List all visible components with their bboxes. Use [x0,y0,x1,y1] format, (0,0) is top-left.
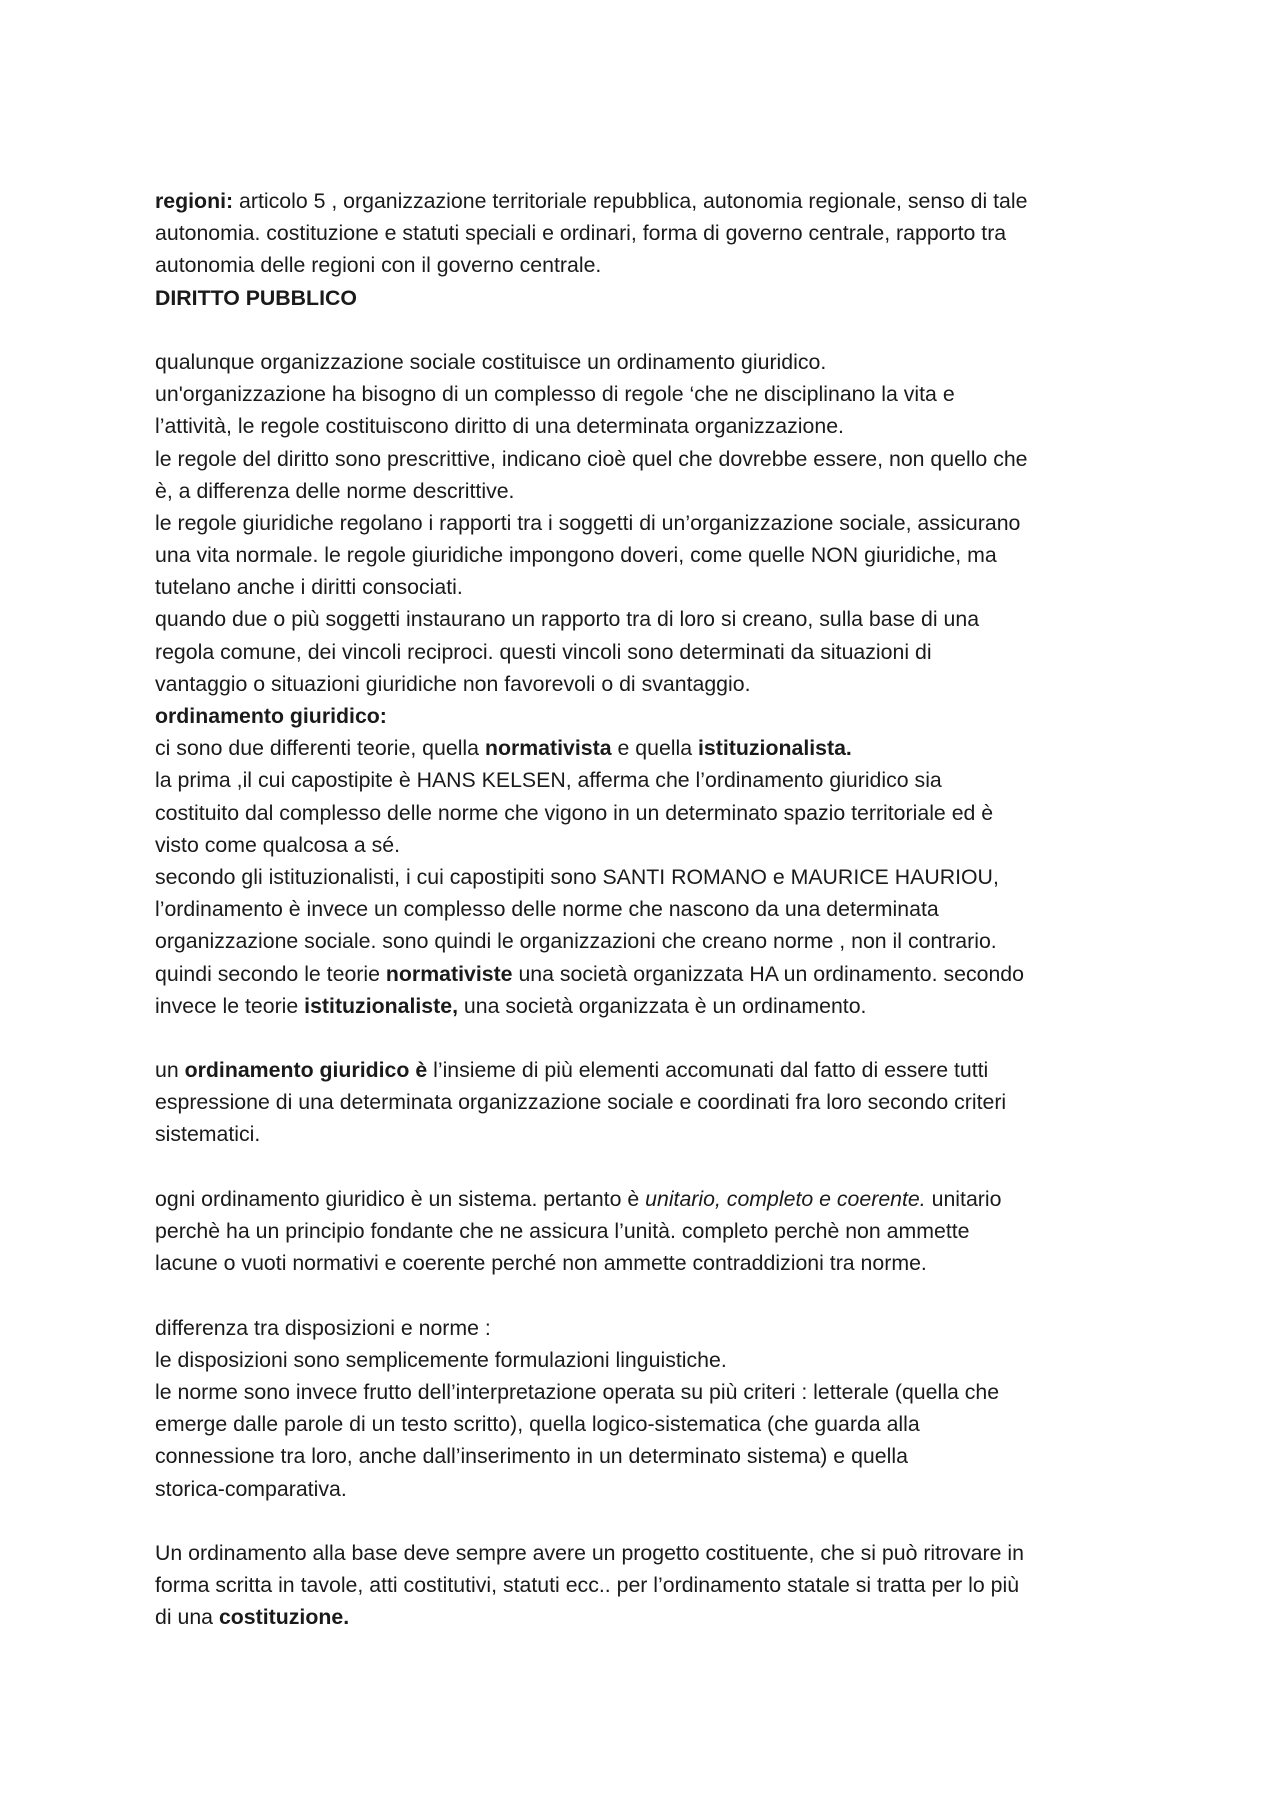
text-line [155,185,1135,217]
text-line [155,829,1135,861]
text-run: vantaggio o situazioni giuridiche non favorevoli o di svantaggio. [155,671,751,696]
text-run: quando due o più soggetti instaurano un rapporto tra di loro si creano, sulla base di una [155,607,980,632]
text-run: ci sono due differenti teorie, quella [155,736,485,761]
text-line [155,443,1135,475]
text-line [155,475,1135,507]
text-run: regola comune, dei vincoli reciproci. questi vincoli sono determinati da situazioni di [155,639,932,664]
text-line [155,1183,1135,1215]
text-line [155,861,1135,893]
text-run: Un ordinamento alla base deve sempre avere un progetto costituente, che si può ritrovare in [155,1540,1024,1565]
text-line [155,571,1135,603]
text-run: invece le teorie [155,993,305,1018]
text-line [155,1537,1135,1569]
text-line [155,893,1135,925]
bold-text: normativiste [385,961,513,986]
text-run: le disposizioni sono semplicemente formulazioni linguistiche. [155,1347,727,1372]
text-line [155,1118,1135,1150]
text-run: è, a differenza delle norme descrittive. [155,478,515,503]
text-run: lacune o vuoti normativi e coerente perché non ammette contraddizioni tra norme. [155,1251,927,1276]
text-run: l’insieme di più elementi accomunati dal fatto di essere tutti [427,1058,989,1083]
blank-line [155,1151,1135,1183]
text-run: le norme sono invece frutto dell’interpretazione operata su più criteri : letterale (quella che [155,1379,1000,1404]
text-line [155,1408,1135,1440]
text-line [155,1312,1135,1344]
text-run: secondo gli istituzionalisti, i cui capostipiti sono SANTI ROMANO e MAURICE HAURIOU, [155,864,999,889]
bold-text: istituzionalista. [698,736,852,761]
blank-line [155,314,1135,346]
italic-text: unitario, completo e coerente. [645,1186,926,1211]
blank-line [155,1505,1135,1537]
text-line [155,539,1135,571]
text-line [155,1247,1135,1279]
text-line [155,764,1135,796]
text-run: forma scritta in tavole, atti costitutivi, statuti ecc.. per l’ordinamento statale si tratta per lo più [155,1573,1020,1598]
bold-text: istituzionaliste, [304,993,459,1018]
text-run: sistematici. [155,1122,261,1147]
text-run: un'organizzazione ha bisogno di un complesso di regole ‘che ne disciplinano la vita e [155,382,955,407]
text-line [155,1054,1135,1086]
text-line [155,378,1135,410]
text-run: una vita normale. le regole giuridiche impongono doveri, come quelle NON giuridiche, ma [155,543,997,568]
bold-text: DIRITTO PUBBLICO [155,285,357,310]
text-run: connessione tra loro, anche dall’inserimento in un determinato sistema) e quella [155,1444,908,1469]
text-run: emerge dalle parole di un testo scritto), quella logico-sistematica (che guarda alla [155,1412,920,1437]
text-line [155,1344,1135,1376]
text-run: le regole giuridiche regolano i rapporti tra i soggetti di un’organizzazione sociale, assicurano [155,510,1021,535]
text-line [155,636,1135,668]
text-run: tutelano anche i diritti consociati. [155,575,463,600]
text-line [155,1601,1135,1633]
text-line [155,217,1135,249]
text-run: perchè ha un principio fondante che ne assicura l’unità. completo perchè non ammette [155,1219,970,1243]
text-run: e quella [611,736,699,761]
text-line [155,1440,1135,1472]
text-run: ogni ordinamento giuridico è un sistema. pertanto è [155,1186,646,1211]
text-line [155,410,1135,442]
text-run: visto come qualcosa a sé. [155,832,401,857]
text-run: le regole del diritto sono prescrittive, indicano cioè quel che dovrebbe essere, non quello che [155,446,1028,471]
text-run: storica-comparativa. [155,1476,347,1501]
text-line [155,797,1135,829]
bold-text: normativista [484,736,612,761]
text-line [155,282,1135,314]
text-run: qualunque organizzazione sociale costituisce un ordinamento giuridico. [155,349,827,374]
text-line [155,507,1135,539]
text-line [155,1376,1135,1408]
text-line [155,1473,1135,1505]
text-run: una società organizzata è un ordinamento. [458,993,867,1018]
bold-text: regioni: [155,189,234,213]
text-line [155,925,1135,957]
text-run: la prima ,il cui capostipite è HANS KELSEN, afferma che l’ordinamento giuridico sia [155,768,942,793]
text-run: l’attività, le regole costituiscono diritto di una determinata organizzazione. [155,414,844,439]
text-line [155,1569,1135,1601]
blank-line [155,1022,1135,1054]
text-run: un [155,1058,185,1083]
text-line [155,346,1135,378]
text-line [155,249,1135,281]
bold-text: ordinamento giuridico: [155,704,387,728]
blank-line [155,1279,1135,1311]
text-line [155,668,1135,700]
text-line [155,990,1135,1022]
text-run: di una [155,1605,219,1630]
text-line [155,700,1135,732]
text-line [155,732,1135,764]
text-line [155,1215,1135,1247]
text-run: una società organizzata HA un ordinamento. secondo [512,961,1024,986]
text-run: l’ordinamento è invece un complesso delle norme che nascono da una determinata [155,897,939,922]
bold-text: costituzione. [218,1605,350,1630]
text-run: costituito dal complesso delle norme che vigono in un determinato spazio territoriale ed è [155,800,994,825]
text-line [155,603,1135,635]
document-page [155,185,1135,1633]
text-run: articolo 5 , organizzazione territoriale repubblica, autonomia regionale, senso di tale [233,189,1028,213]
text-run: autonomia. costituzione e statuti speciali e ordinari, forma di governo centrale, rapporto tra [155,221,1007,246]
bold-text: ordinamento giuridico è [184,1058,428,1083]
text-run: unitario [925,1186,1002,1211]
text-run: quindi secondo le teorie [155,961,386,986]
text-run: organizzazione sociale. sono quindi le organizzazioni che creano norme , non il contrario. [155,929,997,954]
text-line [155,958,1135,990]
text-run: espressione di una determinata organizzazione sociale e coordinati fra loro secondo criteri [155,1090,1007,1115]
text-run: differenza tra disposizioni e norme : [155,1315,491,1340]
text-run: autonomia delle regioni con il governo centrale. [155,253,602,278]
text-line [155,1086,1135,1118]
